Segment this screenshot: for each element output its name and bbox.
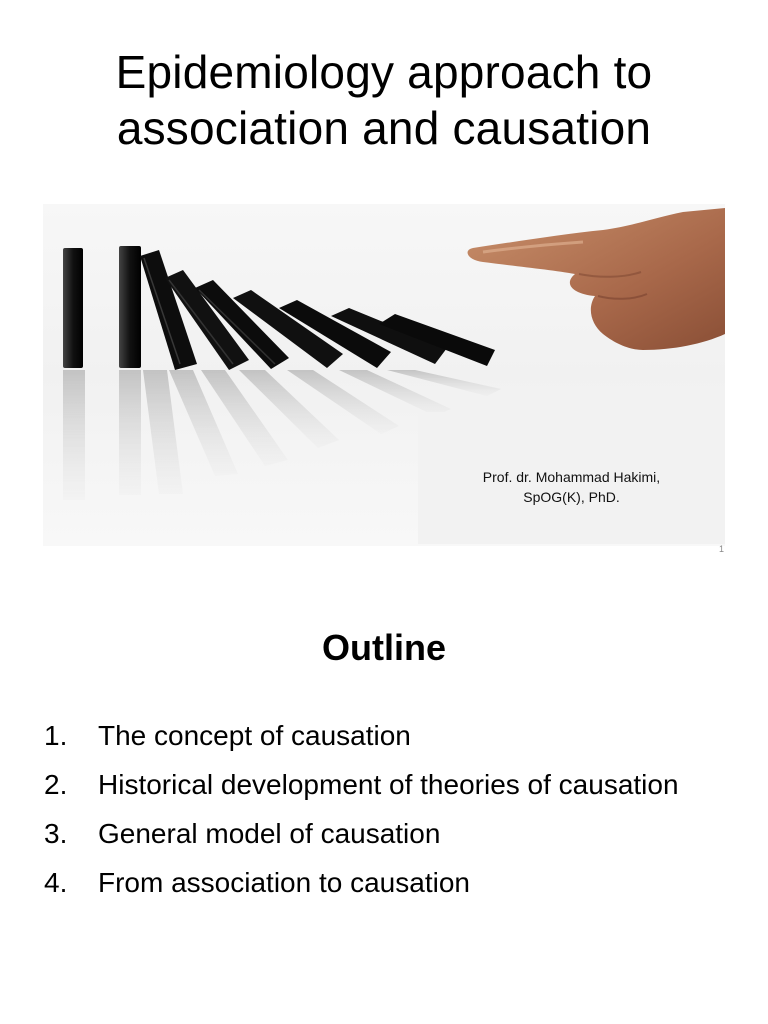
list-item [44,863,724,903]
item-text: From association to causation [98,867,470,898]
author-name: Prof. dr. Mohammad Hakimi, [482,469,661,485]
domino [63,248,83,368]
pointing-hand [468,208,725,350]
title-line-2: association and causation [116,102,652,154]
page-number: 1 [718,544,724,554]
title-line-1: Epidemiology approach to [115,46,653,98]
list-item [44,814,724,854]
item-number: 3. [44,818,68,849]
item-text: General model of causation [98,818,441,849]
item-number: 2. [44,769,68,800]
item-number: 4. [44,867,68,898]
list-item [44,765,724,805]
author-credentials: SpOG(K), PhD. [523,489,620,505]
item-text: Historical development of theories of causation [98,769,679,800]
item-number: 1. [44,720,68,751]
outline-list [44,716,724,912]
domino [119,246,141,368]
list-item [44,716,724,756]
outline-title: Outline [322,627,446,668]
slide-title [0,44,768,156]
author-credit [418,467,725,507]
item-text: The concept of causation [98,720,411,751]
